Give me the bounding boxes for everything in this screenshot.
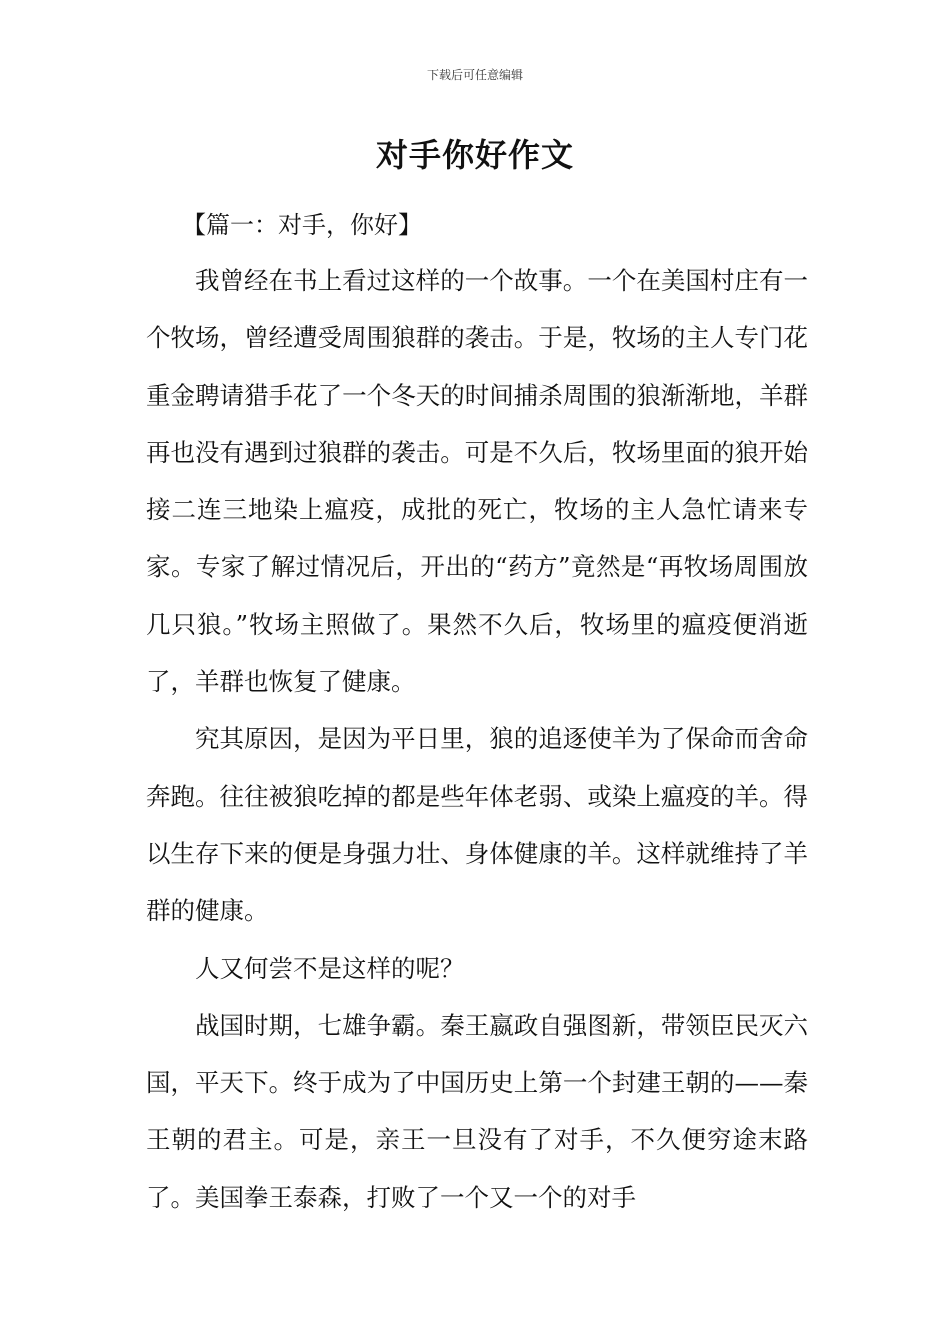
paragraph: 人又何尝不是这样的呢？ [195,953,465,983]
header-note: 下载后可任意编辑 [426,68,523,82]
body-text [146,252,808,1226]
paragraph: 我曾经在书上看过这样的一个故事。一个在美国村庄有一个牧场，曾经遭受周围狼群的袭击。于是，牧场的主人专门花重金聘请猎手花了一个冬天的时间捕杀周围的狼渐渐地，羊群再也没有遇到过狼群的袭击。可是不久后，牧场里面的狼开始接二连三地染上瘟疫，成批的死亡，牧场的主人急忙请来专家。专家了解过情况后，开出的“药方”竟然是“再牧场周围放几只狼。”牧场主照做了。果然不久后，牧场里的瘟疫便消逝了，羊群也恢复了健康。 [146,266,808,697]
section-heading: 【篇一：对手，你好】 [182,211,422,239]
paragraph: 战国时期，七雄争霸。秦王嬴政自强图新，带领臣民灭六国，平天下。终于成为了中国历史上第一个封建王朝的——秦王朝的君主。可是，亲王一旦没有了对手，不久便穷途末路了。美国拳王泰森，打败了一个又一个的对手 [146,1010,808,1212]
document-title: 对手你好作文 [375,136,574,174]
paragraph: 究其原因，是因为平日里，狼的追逐使羊为了保命而舍命奔跑。往往被狼吃掉的都是些年体老弱、或染上瘟疫的羊。得以生存下来的便是身强力壮、身体健康的羊。这样就维持了羊群的健康。 [146,724,808,926]
